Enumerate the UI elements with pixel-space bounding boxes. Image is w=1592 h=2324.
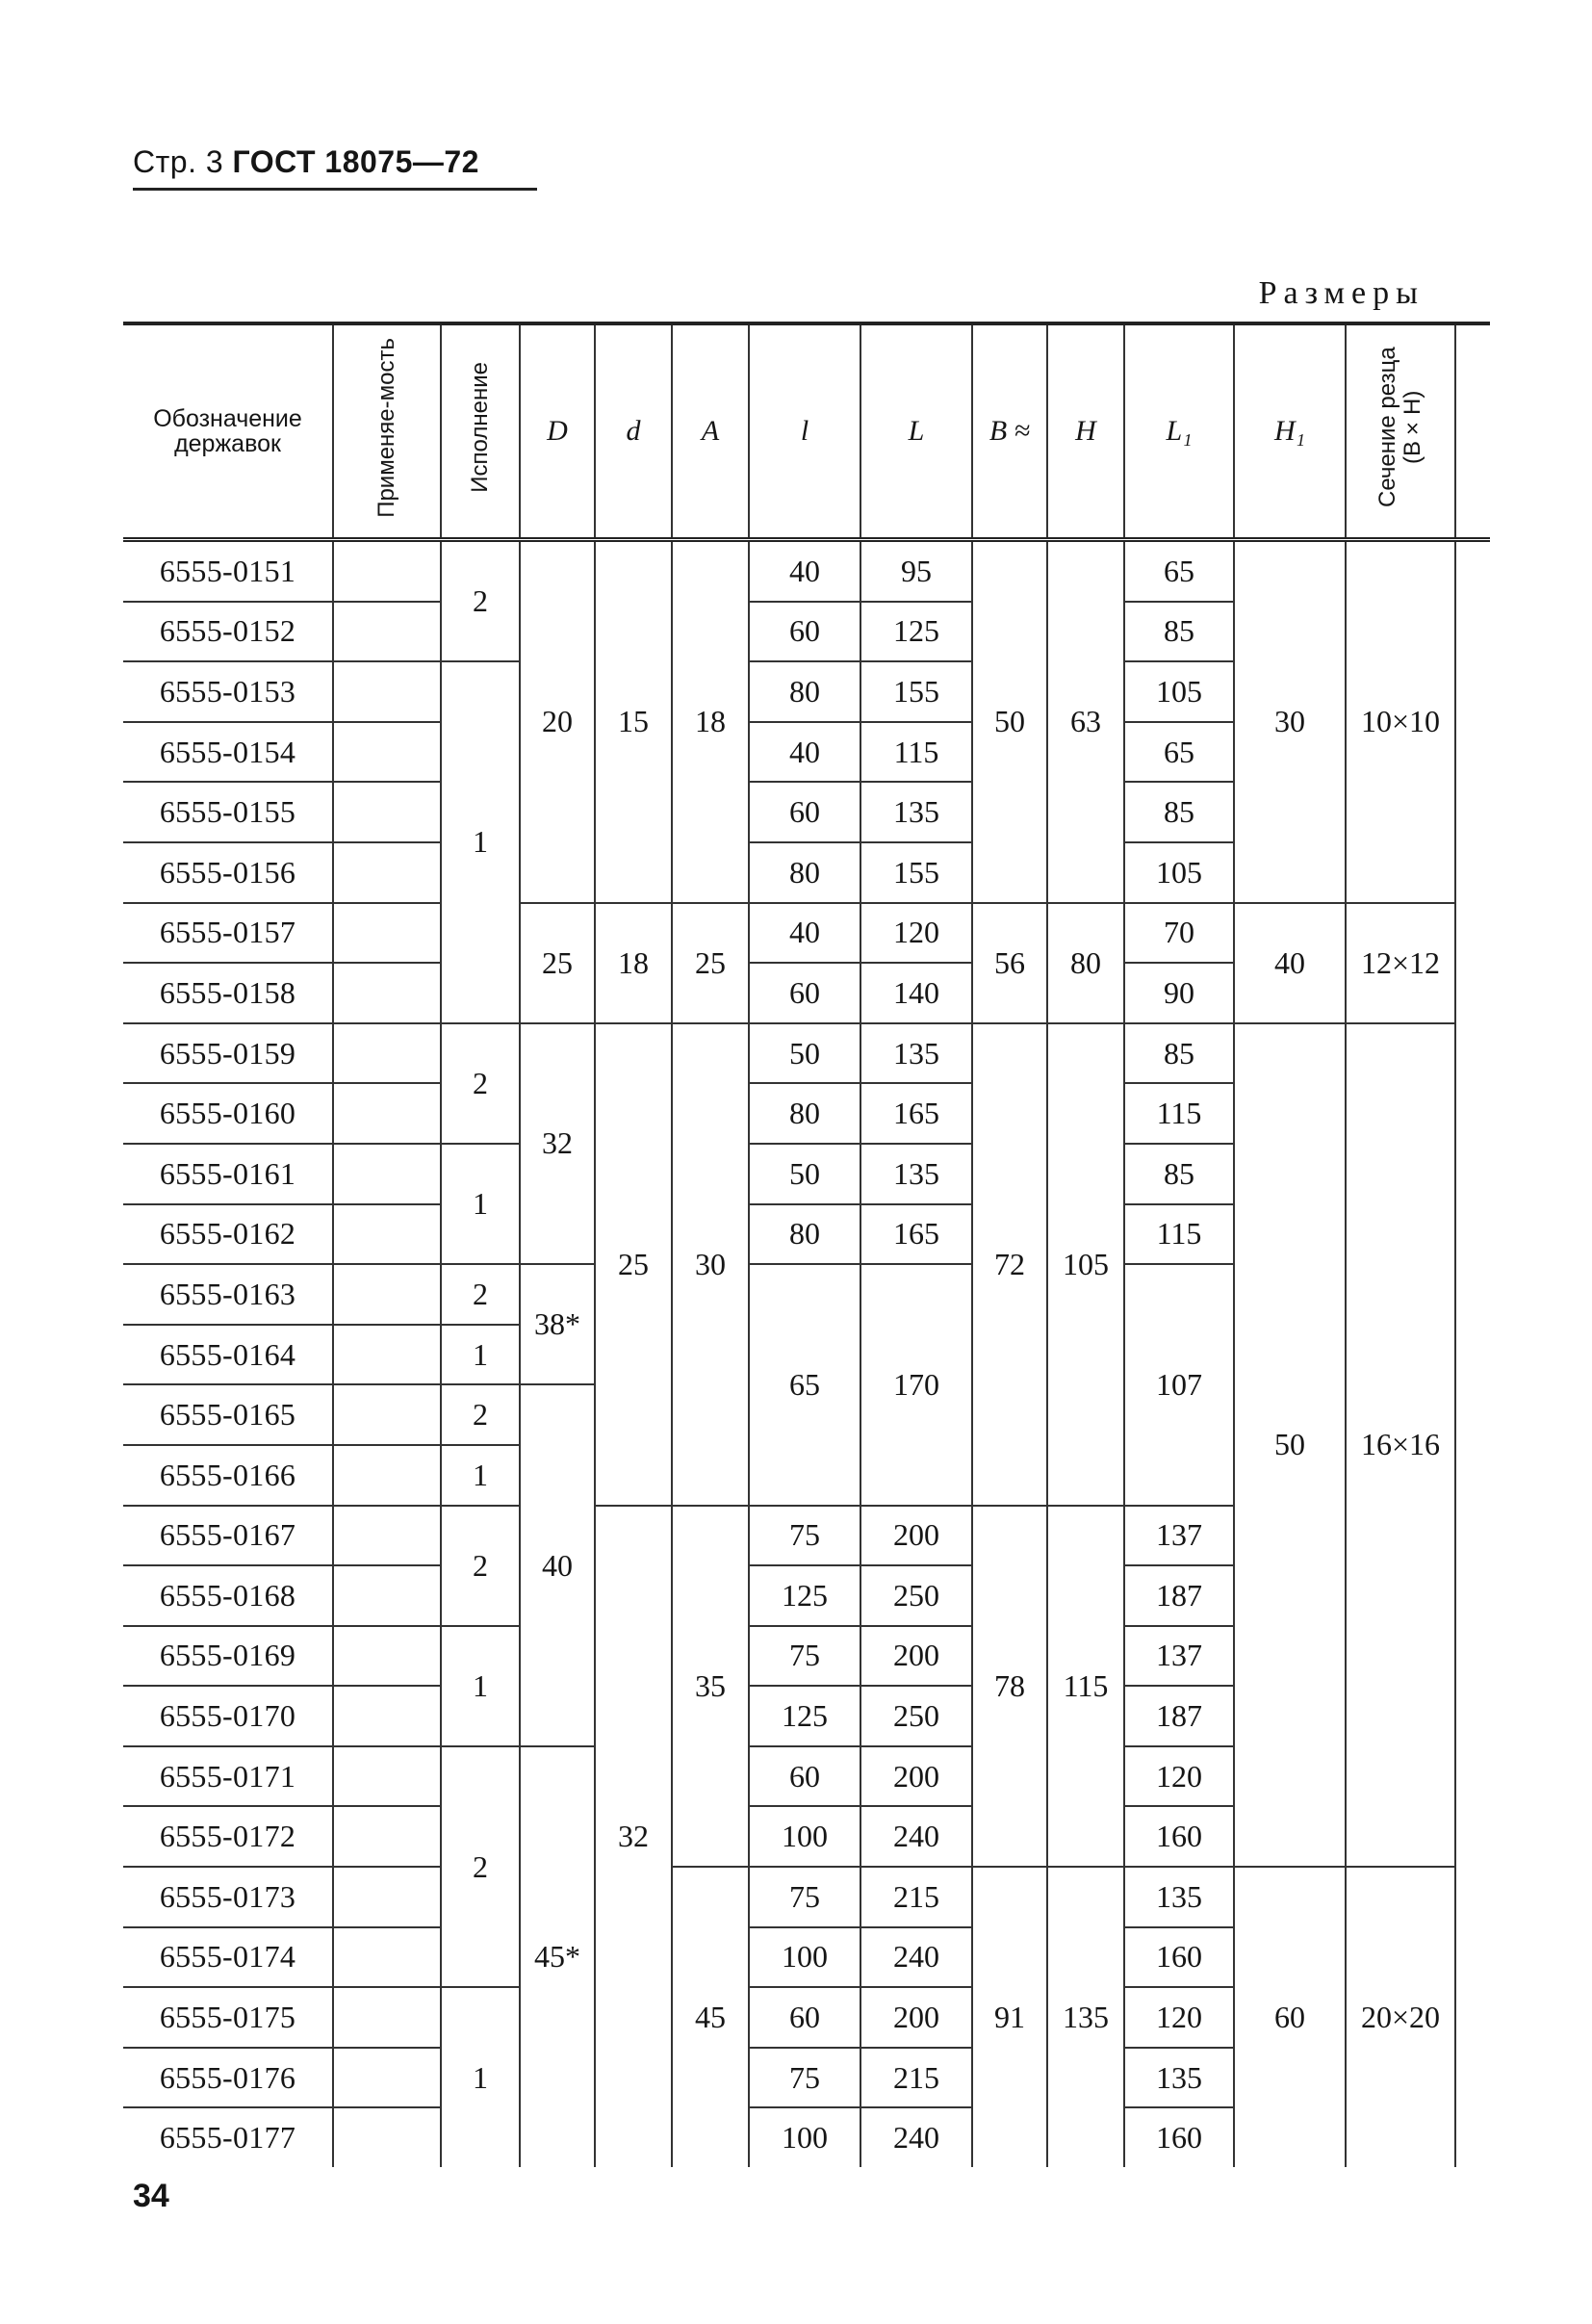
version-cell: 2 [441, 1023, 520, 1144]
designation-cell: 6555-0153 [123, 661, 333, 722]
H-cell: 63 [1047, 540, 1124, 903]
col-H1: H₁ [1234, 323, 1346, 540]
designation-cell: 6555-0160 [123, 1083, 333, 1144]
H1-cell: 50 [1234, 1023, 1346, 1867]
col-B: B ≈ [972, 323, 1047, 540]
L1-cell: 65 [1124, 540, 1234, 602]
applicability-cell [333, 903, 441, 964]
L-cell: 170 [860, 1264, 972, 1505]
l-cell: 75 [749, 1626, 860, 1687]
L-cell: 135 [860, 782, 972, 842]
l-cell: 75 [749, 1867, 860, 1927]
col-applicability-label: Применяе-мость [373, 337, 399, 518]
col-L: L [860, 323, 972, 540]
page-number: 34 [133, 2178, 169, 2214]
L-cell: 125 [860, 602, 972, 662]
L1-cell: 85 [1124, 782, 1234, 842]
section-cell: 16×16 [1346, 1023, 1455, 1867]
designation-cell: 6555-0172 [123, 1806, 333, 1867]
col-spacer [1455, 323, 1490, 540]
col-designation: Обозначение державок [123, 323, 333, 540]
applicability-cell [333, 1445, 441, 1506]
col-L1: L₁ [1124, 323, 1234, 540]
l-cell: 100 [749, 1806, 860, 1867]
l-cell: 75 [749, 1506, 860, 1566]
applicability-cell [333, 842, 441, 903]
L-cell: 120 [860, 903, 972, 964]
B-cell: 56 [972, 903, 1047, 1023]
H1-cell: 60 [1234, 1867, 1346, 2167]
section-cell: 20×20 [1346, 1867, 1455, 2167]
applicability-cell [333, 1083, 441, 1144]
spacer-cell [1455, 540, 1490, 2168]
L-cell: 165 [860, 1083, 972, 1144]
l-cell: 50 [749, 1144, 860, 1204]
L1-cell: 115 [1124, 1204, 1234, 1265]
applicability-cell [333, 1987, 441, 2048]
page-prefix: Стр. 3 [133, 144, 224, 179]
A-cell: 45 [672, 1867, 749, 2167]
designation-cell: 6555-0161 [123, 1144, 333, 1204]
l-cell: 125 [749, 1686, 860, 1746]
L1-cell: 105 [1124, 842, 1234, 903]
L1-cell: 85 [1124, 1144, 1234, 1204]
table-header-row [123, 323, 1490, 540]
applicability-cell [333, 1023, 441, 1084]
L1-cell: 107 [1124, 1264, 1234, 1505]
applicability-cell [333, 963, 441, 1023]
d-cell: 15 [595, 540, 672, 903]
designation-cell: 6555-0154 [123, 722, 333, 783]
l-cell: 65 [749, 1264, 860, 1505]
D-cell: 38* [520, 1264, 595, 1384]
L-cell: 240 [860, 1806, 972, 1867]
B-cell: 91 [972, 1867, 1047, 2167]
col-d: d [595, 323, 672, 540]
L1-cell: 85 [1124, 602, 1234, 662]
L1-cell: 65 [1124, 722, 1234, 783]
designation-cell: 6555-0173 [123, 1867, 333, 1927]
applicability-cell [333, 2048, 441, 2108]
l-cell: 80 [749, 1204, 860, 1265]
L1-cell: 135 [1124, 1867, 1234, 1927]
L-cell: 135 [860, 1144, 972, 1204]
l-cell: 60 [749, 1746, 860, 1807]
L-cell: 240 [860, 1927, 972, 1988]
designation-cell: 6555-0152 [123, 602, 333, 662]
H-cell: 135 [1047, 1867, 1124, 2167]
d-cell: 18 [595, 903, 672, 1023]
H-cell: 80 [1047, 903, 1124, 1023]
l-cell: 80 [749, 842, 860, 903]
L-cell: 165 [860, 1204, 972, 1265]
l-cell: 60 [749, 602, 860, 662]
B-cell: 78 [972, 1506, 1047, 1868]
version-cell: 1 [441, 1626, 520, 1746]
applicability-cell [333, 1204, 441, 1265]
applicability-cell [333, 1506, 441, 1566]
L1-cell: 85 [1124, 1023, 1234, 1084]
col-version-label: Исполнение [467, 362, 493, 493]
designation-cell: 6555-0151 [123, 540, 333, 602]
l-cell: 40 [749, 722, 860, 783]
applicability-cell [333, 1927, 441, 1988]
L-cell: 215 [860, 2048, 972, 2108]
L1-cell: 90 [1124, 963, 1234, 1023]
designation-cell: 6555-0171 [123, 1746, 333, 1807]
version-cell: 2 [441, 1746, 520, 1987]
L-cell: 140 [860, 963, 972, 1023]
applicability-cell [333, 1144, 441, 1204]
L1-cell: 115 [1124, 1083, 1234, 1144]
L-cell: 250 [860, 1686, 972, 1746]
applicability-cell [333, 782, 441, 842]
designation-cell: 6555-0176 [123, 2048, 333, 2108]
applicability-cell [333, 1264, 441, 1325]
L1-cell: 187 [1124, 1565, 1234, 1626]
L-cell: 250 [860, 1565, 972, 1626]
version-cell: 1 [441, 1445, 520, 1506]
l-cell: 40 [749, 540, 860, 602]
L1-cell: 137 [1124, 1626, 1234, 1687]
l-cell: 60 [749, 963, 860, 1023]
designation-cell: 6555-0168 [123, 1565, 333, 1626]
l-cell: 60 [749, 1987, 860, 2048]
l-cell: 75 [749, 2048, 860, 2108]
version-cell: 1 [441, 661, 520, 1023]
d-cell: 32 [595, 1506, 672, 2168]
L1-cell: 160 [1124, 2107, 1234, 2167]
version-cell: 2 [441, 1264, 520, 1325]
L1-cell: 105 [1124, 661, 1234, 722]
L-cell: 155 [860, 842, 972, 903]
designation-cell: 6555-0174 [123, 1927, 333, 1988]
designation-cell: 6555-0157 [123, 903, 333, 964]
l-cell: 80 [749, 1083, 860, 1144]
L-cell: 240 [860, 2107, 972, 2167]
l-cell: 125 [749, 1565, 860, 1626]
table-row [123, 540, 1490, 602]
L1-cell: 160 [1124, 1806, 1234, 1867]
col-section-label: Сечение резца (B×H) [1374, 347, 1425, 508]
applicability-cell [333, 1746, 441, 1807]
designation-cell: 6555-0166 [123, 1445, 333, 1506]
table-row [123, 1867, 1490, 1927]
A-cell: 18 [672, 540, 749, 903]
L1-cell: 120 [1124, 1746, 1234, 1807]
designation-cell: 6555-0156 [123, 842, 333, 903]
version-cell: 1 [441, 1144, 520, 1264]
applicability-cell [333, 722, 441, 783]
D-cell: 25 [520, 903, 595, 1023]
section-cell: 10×10 [1346, 540, 1455, 903]
version-cell: 2 [441, 540, 520, 662]
version-cell: 1 [441, 1325, 520, 1385]
standard-number: ГОСТ 18075—72 [232, 144, 479, 179]
col-applicability [333, 323, 441, 540]
A-cell: 25 [672, 903, 749, 1023]
designation-cell: 6555-0162 [123, 1204, 333, 1265]
L-cell: 135 [860, 1023, 972, 1084]
applicability-cell [333, 1626, 441, 1687]
col-version [441, 323, 520, 540]
L-cell: 115 [860, 722, 972, 783]
L1-cell: 160 [1124, 1927, 1234, 1988]
designation-cell: 6555-0163 [123, 1264, 333, 1325]
designation-cell: 6555-0167 [123, 1506, 333, 1566]
applicability-cell [333, 1686, 441, 1746]
H-cell: 115 [1047, 1506, 1124, 1868]
designation-cell: 6555-0170 [123, 1686, 333, 1746]
col-l: l [749, 323, 860, 540]
H1-cell: 30 [1234, 540, 1346, 903]
designation-cell: 6555-0175 [123, 1987, 333, 2048]
applicability-cell [333, 602, 441, 662]
table-row [123, 903, 1490, 964]
units-caption: Размеры [1258, 275, 1425, 311]
col-section [1346, 323, 1455, 540]
applicability-cell [333, 1565, 441, 1626]
page-header [133, 144, 537, 191]
col-D: D [520, 323, 595, 540]
L-cell: 200 [860, 1746, 972, 1807]
version-cell: 2 [441, 1506, 520, 1626]
D-cell: 45* [520, 1746, 595, 2167]
col-H: H [1047, 323, 1124, 540]
l-cell: 100 [749, 1927, 860, 1988]
L-cell: 200 [860, 1987, 972, 2048]
l-cell: 80 [749, 661, 860, 722]
designation-cell: 6555-0169 [123, 1626, 333, 1687]
A-cell: 30 [672, 1023, 749, 1506]
A-cell: 35 [672, 1506, 749, 1868]
H-cell: 105 [1047, 1023, 1124, 1506]
designation-cell: 6555-0158 [123, 963, 333, 1023]
applicability-cell [333, 1384, 441, 1445]
applicability-cell [333, 1867, 441, 1927]
designation-cell: 6555-0177 [159, 2120, 296, 2156]
L1-cell: 137 [1124, 1506, 1234, 1566]
designation-cell: 6555-0165 [123, 1384, 333, 1445]
d-cell: 25 [595, 1023, 672, 1506]
l-cell: 60 [749, 782, 860, 842]
L-cell: 155 [860, 661, 972, 722]
designation-cell: 6555-0155 [123, 782, 333, 842]
version-cell: 2 [441, 1384, 520, 1445]
col-A: A [672, 323, 749, 540]
L1-cell: 135 [1124, 2048, 1234, 2108]
applicability-cell [333, 540, 441, 602]
l-cell: 40 [749, 903, 860, 964]
D-cell: 40 [520, 1384, 595, 1746]
l-cell: 100 [749, 2107, 860, 2167]
L-cell: 215 [860, 1867, 972, 1927]
l-cell: 50 [749, 1023, 860, 1084]
L-cell: 95 [860, 540, 972, 602]
B-cell: 72 [972, 1023, 1047, 1506]
table-row [123, 1023, 1490, 1084]
version-cell: 1 [441, 1987, 520, 2167]
section-cell: 12×12 [1346, 903, 1455, 1023]
L1-cell: 120 [1124, 1987, 1234, 2048]
L-cell: 200 [860, 1626, 972, 1687]
D-cell: 32 [520, 1023, 595, 1264]
applicability-cell [333, 1325, 441, 1385]
designation-cell: 6555-0164 [123, 1325, 333, 1385]
L1-cell: 187 [1124, 1686, 1234, 1746]
holders-table [123, 322, 1490, 2167]
applicability-cell [333, 2107, 441, 2167]
D-cell: 20 [520, 540, 595, 903]
designation-cell: 6555-0159 [123, 1023, 333, 1084]
applicability-cell [333, 1806, 441, 1867]
L-cell: 200 [860, 1506, 972, 1566]
applicability-cell [333, 661, 441, 722]
B-cell: 50 [972, 540, 1047, 903]
L1-cell: 70 [1124, 903, 1234, 964]
H1-cell: 40 [1234, 903, 1346, 1023]
